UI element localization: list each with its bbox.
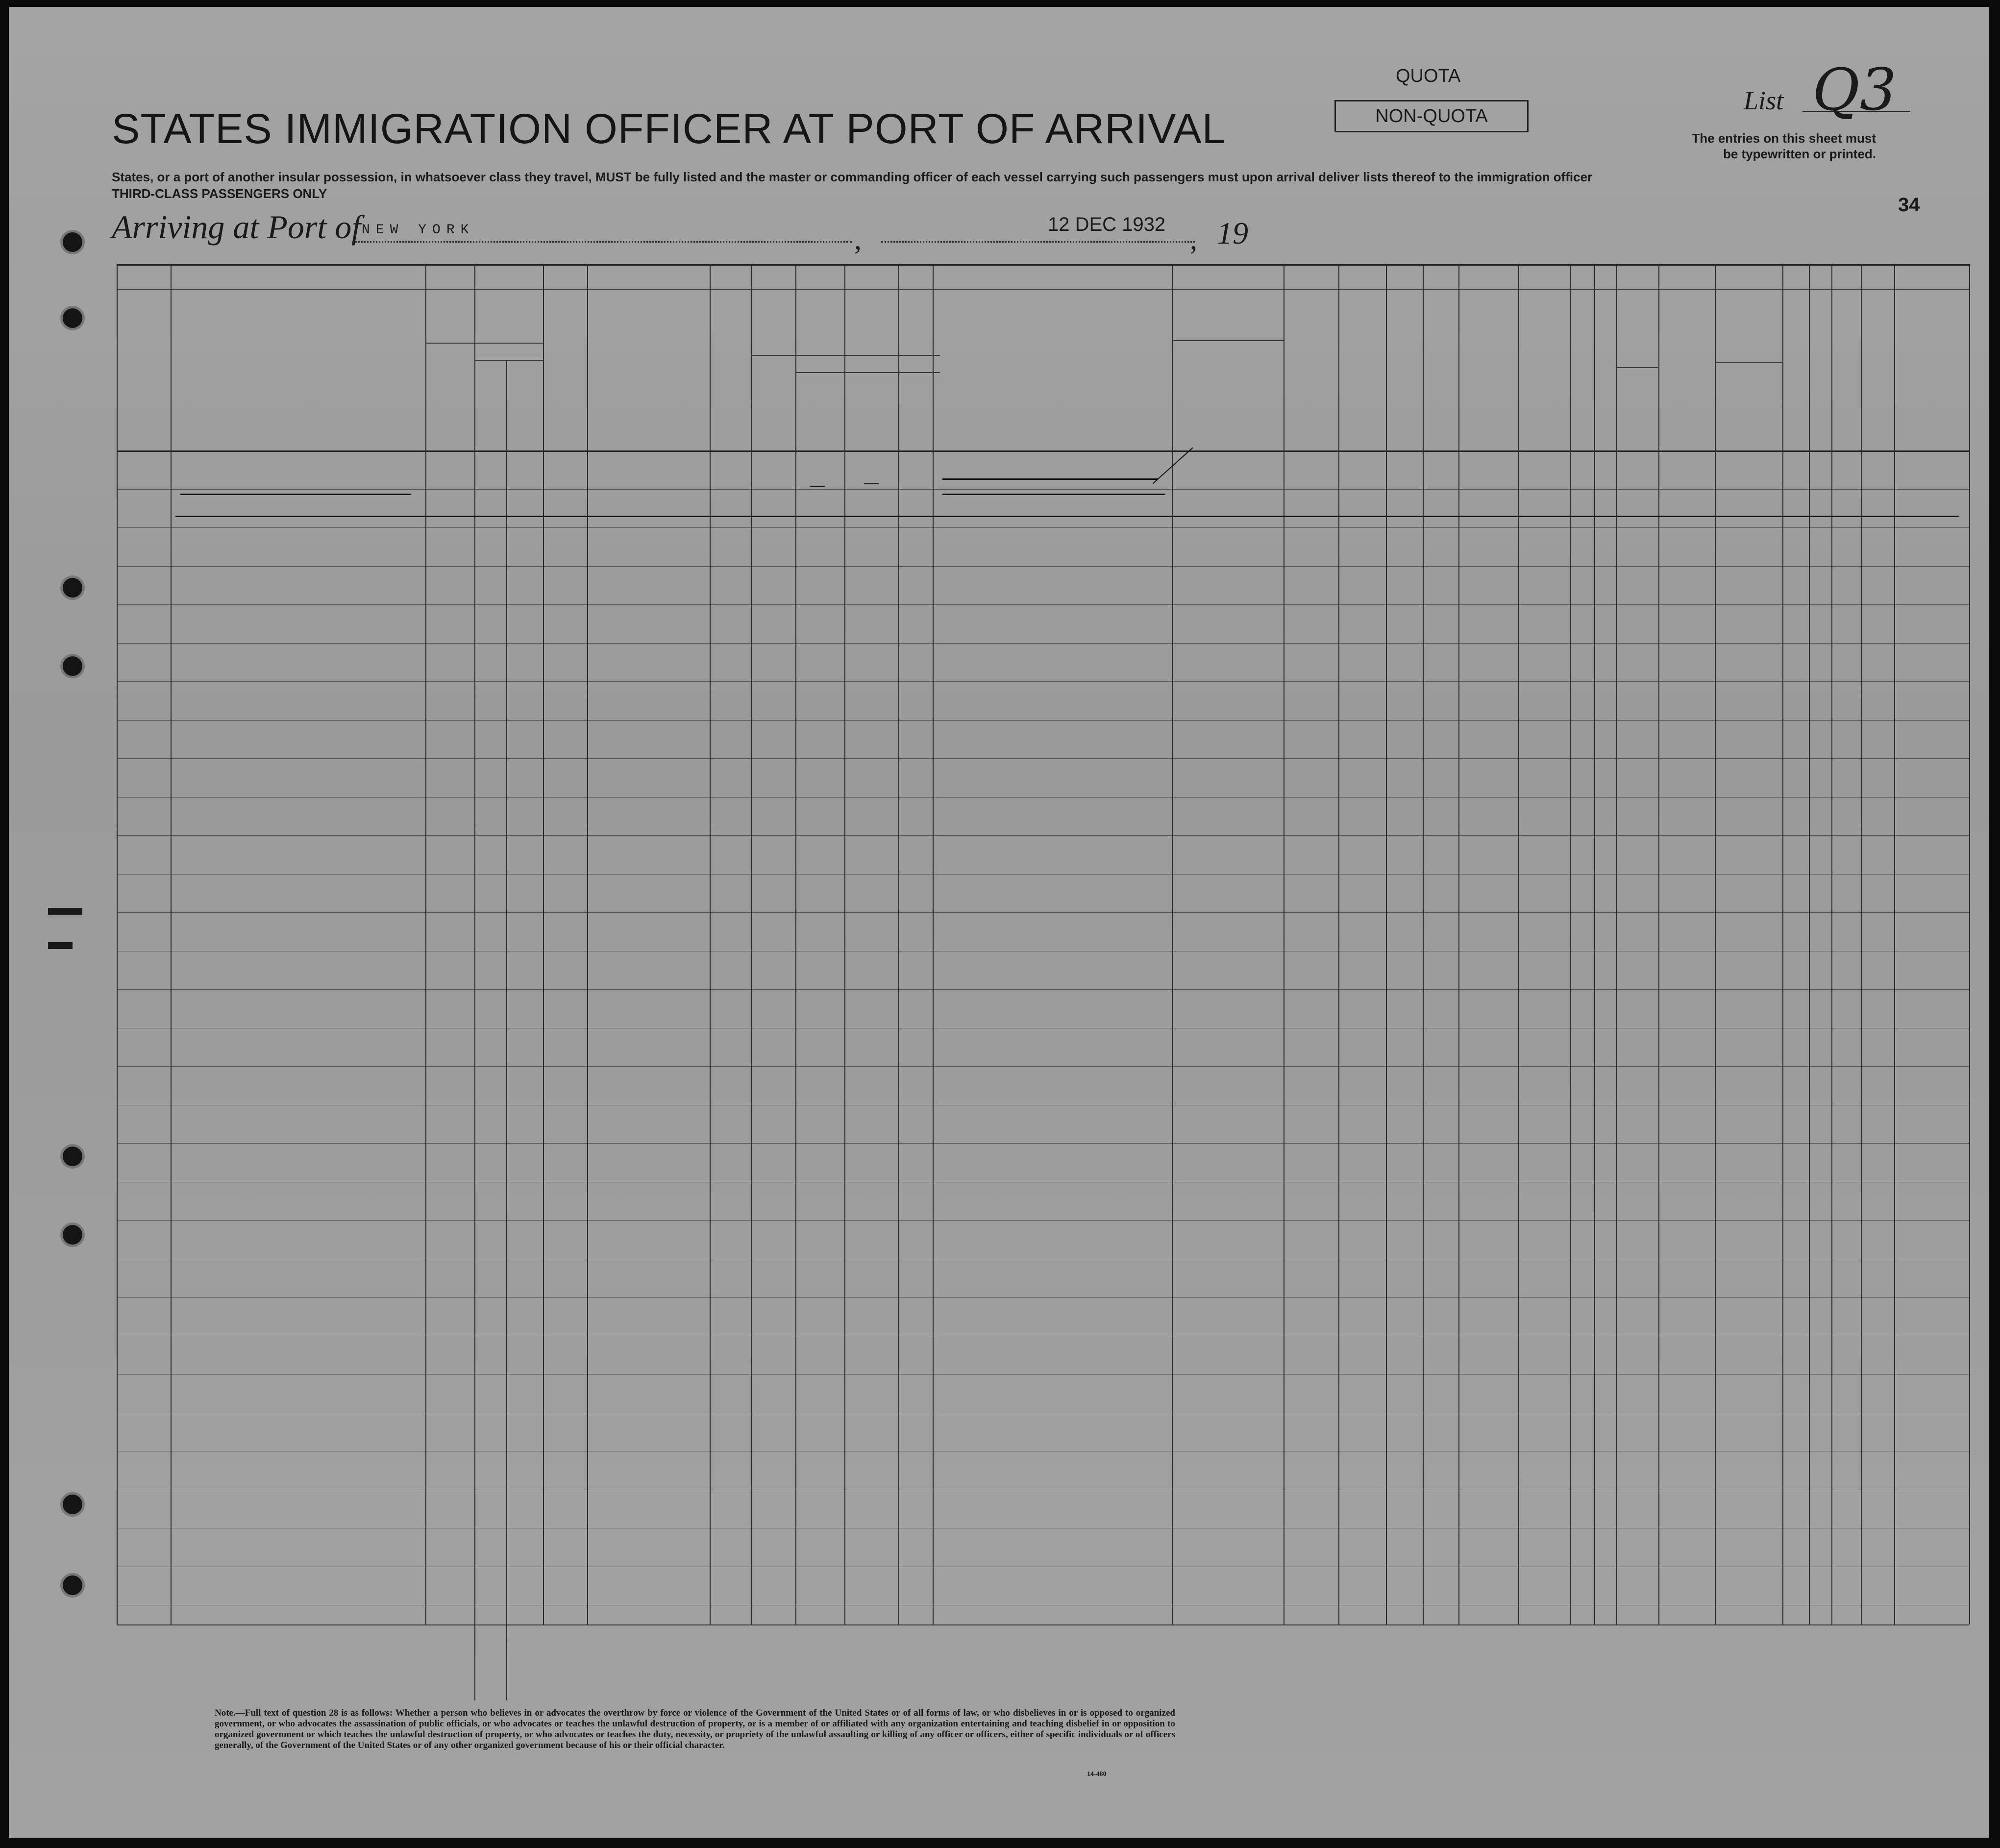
header-bottom-rule [117, 450, 1969, 452]
binder-tab [48, 942, 73, 949]
row-rule [117, 797, 1969, 798]
binder-hole [60, 1573, 85, 1598]
strikeout-line [175, 516, 1959, 517]
binder-hole [60, 1144, 85, 1169]
row-rule [117, 1143, 1969, 1144]
column-rule [1423, 264, 1424, 1624]
non-quota-stamp: NON-QUOTA [1334, 100, 1529, 132]
column-rule [543, 264, 544, 1624]
column-rule [1831, 264, 1832, 1624]
column-rule [1658, 264, 1659, 1624]
column-rule [171, 264, 172, 1624]
row-rule [117, 720, 1969, 721]
row-rule [117, 643, 1969, 644]
column-rule [1861, 264, 1862, 1624]
date-line [881, 241, 1195, 243]
column-rule [1616, 264, 1617, 1624]
header-number-rule [117, 289, 1969, 290]
list-label: List [1744, 86, 1784, 115]
row-rule [117, 1297, 1969, 1298]
instructions-text: States, or a port of another insular possession, in whatsoever class they travel, MUST be fully listed and the master or commanding officer of each vessel carrying such passengers must upon arrival deliver lists thereof to the immigration officer [112, 170, 1593, 184]
binder-hole [60, 654, 85, 678]
strikeout-line [180, 494, 411, 495]
column-rule [474, 264, 475, 1700]
arrival-date-stamp: 12 DEC 1932 [1048, 214, 1166, 235]
strikeout-line [942, 478, 1158, 480]
column-rule [587, 264, 588, 1624]
column-rule [844, 264, 845, 1624]
port-line [352, 241, 852, 243]
row-rule [117, 1066, 1969, 1067]
table-top-rule [117, 264, 1969, 266]
binder-hole [60, 575, 85, 600]
class-line: THIRD-CLASS PASSENGERS ONLY [112, 186, 327, 201]
column-rule [1386, 264, 1387, 1624]
column-rule [751, 264, 752, 1624]
column-rule [1715, 264, 1716, 1624]
arriving-label: Arriving at Port of [112, 208, 361, 246]
column-rule [710, 264, 711, 1624]
binder-hole [60, 1492, 85, 1517]
page-number: 34 [1898, 194, 1920, 216]
entries-note: The entries on this sheet must be typewritten or printed. [1692, 131, 1876, 161]
column-rule [425, 264, 426, 1624]
list-number-line [1802, 111, 1910, 112]
sub-rule [425, 343, 543, 344]
row-rule [117, 835, 1969, 836]
column-rule [1594, 264, 1595, 1624]
dash: — [810, 477, 825, 493]
column-rule [117, 264, 118, 1624]
sub-rule [1172, 340, 1284, 341]
year-prefix: 19 [1217, 216, 1248, 250]
row-rule [117, 527, 1969, 528]
binder-hole [60, 306, 85, 330]
manifest-table [117, 264, 1969, 1671]
column-rule [1969, 264, 1970, 1624]
row-rule [117, 1220, 1969, 1221]
comma: , [854, 223, 862, 255]
manifest-sheet [9, 7, 1989, 1838]
row-rule [117, 489, 1969, 490]
footnote: Note.—Full text of question 28 is as follows: Whether a person who believes in or advocates the overthrow by force or violence of the Government of the United States or of all forms of law, or who disbelieves in or is opposed to organized government, or who advocates the assassination of public officials, or who advocates or teaches the unlawful destruction of property, or is a member of or affiliated with any organization entertaining and teaching disbelief in or opposition to organized government or which teaches the unlawful destruction of property, or who advocates or teaches the duty, necessity, or propriety of the unlawful assaulting or killing of any officer or officers, either of specific individuals or of officers generally, of the Government of the United States or of any other organized government because of his or their official character. [215, 1708, 1175, 1750]
column-rule [1172, 264, 1173, 1624]
quota-label: QUOTA [1396, 66, 1461, 86]
form-number: 14-480 [1087, 1771, 1107, 1778]
column-rule [1570, 264, 1571, 1624]
column-rule [506, 360, 507, 1700]
comma: , [1190, 223, 1197, 255]
column-rule [1518, 264, 1519, 1624]
row-rule [117, 566, 1969, 567]
column-rule [1338, 264, 1339, 1624]
row-rule [117, 989, 1969, 990]
sub-rule [474, 360, 543, 361]
pen-stroke [1152, 447, 1193, 484]
column-rule [898, 264, 899, 1624]
sub-rule [1715, 362, 1782, 363]
port-of-arrival: NEW YORK [362, 223, 475, 238]
column-rule [1809, 264, 1810, 1624]
column-rule [1458, 264, 1459, 1624]
column-rule [1894, 264, 1895, 1624]
column-rule [1782, 264, 1783, 1624]
instructions [112, 169, 1680, 202]
row-rule [117, 912, 1969, 913]
binder-hole [60, 230, 85, 254]
binder-hole [60, 1223, 85, 1247]
row-rule [117, 758, 1969, 759]
sub-rule [795, 372, 940, 373]
table-bottom-rule [117, 1624, 1969, 1625]
strikeout-line [942, 494, 1165, 495]
column-rule [933, 264, 934, 1624]
row-rule [117, 681, 1969, 682]
column-rule [795, 264, 796, 1624]
sub-rule [751, 355, 940, 356]
row-rule [117, 604, 1969, 605]
list-number: Q3 [1812, 56, 1897, 124]
dash: — [864, 474, 879, 491]
sub-rule [1616, 367, 1658, 368]
binder-tab [48, 908, 82, 915]
page-title: STATES IMMIGRATION OFFICER AT PORT OF ARRIVAL [112, 105, 1226, 152]
